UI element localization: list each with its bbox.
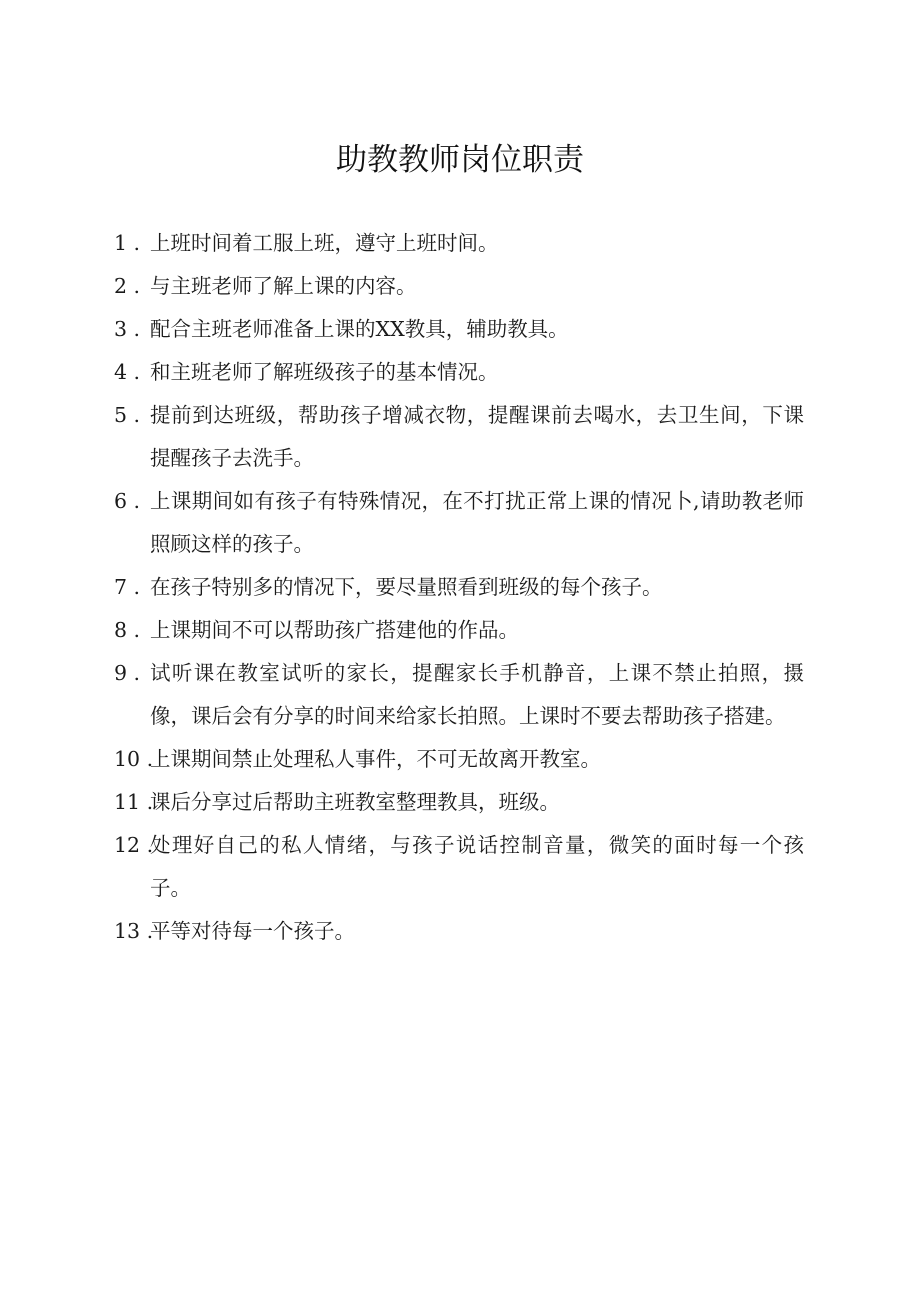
page-title: 助教教师岗位职责 (336, 142, 584, 178)
duty-list (114, 222, 804, 953)
list-item (114, 351, 804, 394)
item-number: 7 . (114, 575, 141, 599)
list-item (114, 609, 804, 652)
item-number: 9 . (114, 661, 141, 685)
list-item (114, 222, 804, 265)
item-text: 上课期间不可以帮助孩广搭建他的作品。 (150, 618, 519, 642)
item-number: 10 . (114, 747, 154, 771)
item-number: 8 . (114, 618, 141, 642)
item-text: 与主班老师了解上课的内容。 (150, 274, 417, 298)
item-text: 课后分享过后帮助主班教室整理教具，班级。 (150, 790, 560, 814)
list-item (114, 308, 804, 351)
list-item (114, 781, 804, 824)
item-text: 平等对待每一个孩子。 (150, 919, 355, 943)
item-text: 配合主班老师准备上课的XX教具，辅助教具。 (150, 317, 569, 341)
list-item (114, 652, 804, 738)
item-number: 1 . (114, 231, 141, 255)
item-text: 处理好自己的私人情绪，与孩子说话控制音量，微笑的面时每一个孩子。 (150, 833, 804, 900)
item-number: 2 . (114, 274, 141, 298)
list-item (114, 910, 804, 953)
item-text: 提前到达班级，帮助孩子增减衣物，提醒课前去喝水，去卫生间，下课提醒孩子去洗手。 (150, 403, 804, 470)
item-number: 5 . (114, 403, 141, 427)
item-number: 3 . (114, 317, 141, 341)
item-number: 12 . (114, 833, 154, 857)
item-text: 和主班老师了解班级孩子的基本情况。 (150, 360, 499, 384)
item-number: 4 . (114, 360, 141, 384)
list-item (114, 265, 804, 308)
list-item (114, 566, 804, 609)
item-number: 6 . (114, 489, 141, 513)
item-number: 13 . (114, 919, 154, 943)
item-text: 上课期间禁止处理私人事件，不可无故离开教室。 (150, 747, 601, 771)
list-item (114, 394, 804, 480)
list-item (114, 480, 804, 566)
item-text: 试听课在教室试听的家长，提醒家长手机静音，上课不禁止拍照，摄像，课后会有分享的时间来给家长拍照。上课时不要去帮助孩子搭建。 (150, 661, 804, 728)
item-text: 上课期间如有孩子有特殊情况，在不打扰正常上课的情况卜,请助教老师照顾这样的孩子。 (150, 489, 804, 556)
item-text: 在孩子特别多的情况下，要尽量照看到班级的每个孩子。 (150, 575, 663, 599)
item-number: 11 . (114, 790, 154, 814)
item-text: 上班时间着工服上班，遵守上班时间。 (150, 231, 499, 255)
list-item (114, 738, 804, 781)
list-item (114, 824, 804, 910)
